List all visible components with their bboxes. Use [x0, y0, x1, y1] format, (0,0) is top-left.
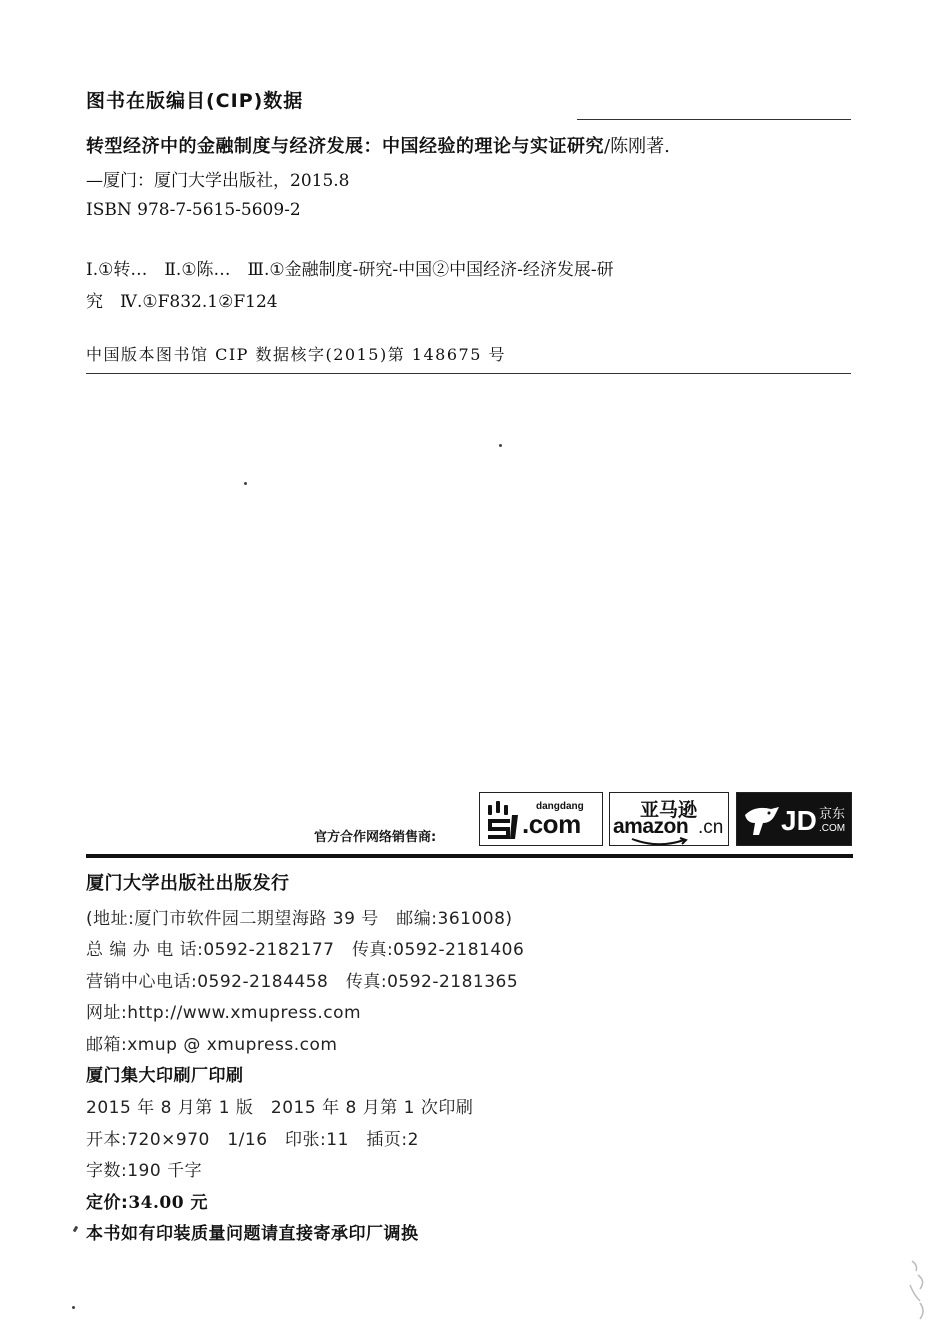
middle-divider: [86, 373, 851, 374]
jd-wordmark: JD: [781, 805, 817, 836]
dangdang-com: .com: [522, 809, 581, 839]
publisher-email: 邮箱:xmup @ xmupress.com: [86, 1035, 338, 1055]
scan-speck: [73, 1226, 79, 1233]
scan-speck: [72, 1306, 75, 1309]
printer-name: 厦门集大印刷厂印刷: [86, 1066, 244, 1086]
partners-label: 官方合作网络销售商:: [314, 830, 437, 845]
publisher-website: 网址:http://www.xmupress.com: [86, 1003, 362, 1023]
book-title-line: [86, 132, 670, 158]
publisher-name: 厦门大学出版社出版发行: [86, 873, 290, 894]
phone-marketing: 营销中心电话:0592-2184458 传真:0592-2181365: [86, 972, 519, 992]
top-divider: [577, 119, 851, 120]
quality-notice: 本书如有印装质量问题请直接寄承印厂调换: [86, 1224, 419, 1244]
amazon-suffix: .cn: [698, 817, 724, 838]
publisher-address: (地址:厦门市软件园二期望海路 39 号 邮编:361008): [86, 909, 513, 929]
edition-info: 2015 年 8 月第 1 版 2015 年 8 月第 1 次印刷: [86, 1098, 474, 1118]
price-label: 定价:: [86, 1193, 129, 1213]
dangdang-wordmark: dangdang: [536, 801, 584, 812]
dangdang-logo: [479, 792, 603, 846]
isbn: ISBN 978-7-5615-5609-2: [86, 200, 301, 220]
jd-logo: [736, 792, 852, 846]
publish-line: —厦门：厦门大学出版社，2015.8: [86, 171, 350, 191]
phone-editorial: 总 编 办 电 话:0592-2182177 传真:0592-2181406: [86, 940, 525, 960]
subjects-line-1: Ⅰ.①转… Ⅱ.①陈… Ⅲ.①金融制度-研究-中国②中国经济-经济发展-研: [86, 260, 614, 280]
price-value: 34.00 元: [128, 1193, 208, 1213]
cip-number: 中国版本图书馆 CIP 数据核字(2015)第 148675 号: [86, 345, 506, 364]
amazon-logo: [609, 792, 729, 846]
amazon-chinese: 亚马逊: [640, 799, 698, 821]
scan-speck: [244, 482, 247, 485]
jd-dog-icon: [741, 801, 783, 841]
amazon-wordmark: amazon: [613, 815, 689, 838]
jd-com: .COM: [819, 823, 846, 834]
book-author: /陈刚著.: [604, 136, 670, 157]
bold-divider: [86, 854, 853, 858]
price-line: [86, 1188, 208, 1213]
subjects-line-2: 究 Ⅳ.①F832.1②F124: [86, 292, 278, 312]
format-info: 开本:720×970 1/16 印张:11 插页:2: [86, 1130, 419, 1150]
cip-heading: 图书在版编目(CIP)数据: [86, 90, 304, 112]
book-title: 转型经济中的金融制度与经济发展：中国经验的理论与实证研究: [86, 136, 604, 157]
word-count: 字数:190 千字: [86, 1161, 203, 1181]
amazon-smile-icon: [630, 837, 690, 846]
scan-smudge-icon: [904, 1255, 944, 1325]
scan-speck: [499, 444, 502, 447]
jd-chinese: 京东: [819, 807, 846, 822]
